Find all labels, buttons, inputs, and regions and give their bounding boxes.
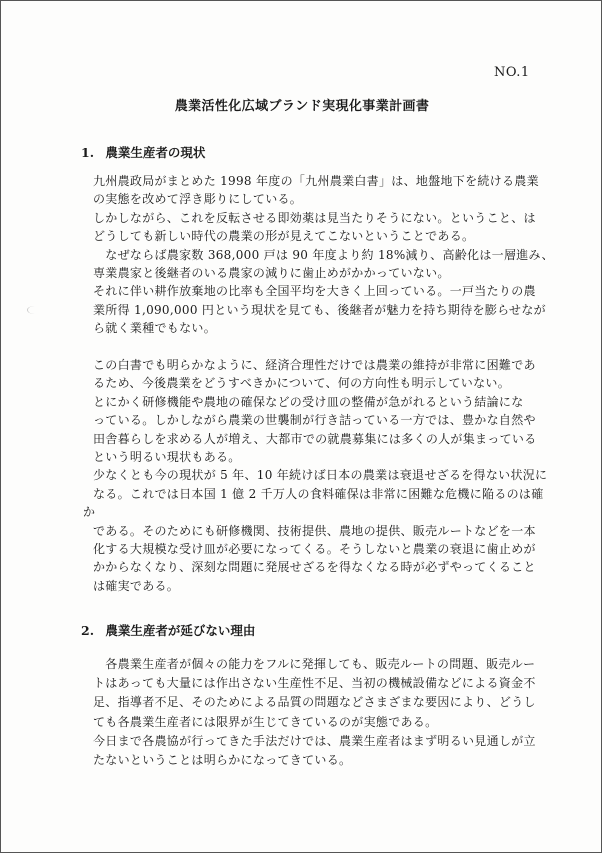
document-title: 農業活性化広域ブランド実現化事業計画書: [174, 99, 430, 114]
section-1-line: とにかく研修機能や農地の確保などの受け皿の整備が急がれるという結論にな: [93, 394, 524, 409]
section-1-line: それに伴い耕作放棄地の比率も全国平均を大きく上回っている。一戸当たりの農: [93, 284, 536, 299]
section-1-line: この白書でも明らかなように、経済合理性だけでは農業の維持が非常に困難であ: [93, 358, 536, 372]
section-1-line: 化する大規模な受け皿が必要になってくる。そうしないと農業の衰退に歯止めが: [93, 542, 536, 556]
section-1-line: 少なくとも今の現状が 5 年、10 年続けば日本の農業は衰退せざるを得ない状況に: [93, 468, 548, 483]
section-1-title: 農業生産者の現状: [105, 145, 206, 160]
section-1-line: なる。これでは日本国 1 億 2 千万人の食料確保は非常に困難な危機に陥るのは確: [93, 486, 544, 501]
section-2-line: トはあっても大量には作出さない生産性不足、当初の機械設備などによる資金不: [93, 676, 536, 691]
section-1-line: どうしても新しい時代の農業の形が見えてこないということである。: [93, 229, 475, 244]
section-1-line: である。そのためにも研修機関、技術提供、農地の提供、販売ルートなどを一本: [93, 523, 536, 538]
section-1-number: 1.: [81, 145, 95, 160]
section-1-line: という明るい現状もある。: [93, 450, 241, 464]
section-1-line: るため、今後農業をどうすべきかについて、何の方向性も明示していない。: [93, 376, 511, 391]
section-1-line: 専業農家と後継者のいる農家の減りに歯止めがかかっていない。: [93, 266, 450, 280]
section-2-line: 各農業生産者が個々の能力をフルに発揮しても、販売ルートの問題、販売ルー: [93, 657, 536, 671]
section-1-line: なぜならば農家数 368,000 戸は 90 年度より約 18%減り、高齢化は一層進み、: [93, 247, 554, 262]
section-2-title: 農業生産者が延びない理由: [105, 623, 256, 638]
section-2-line: たないということは明らかになってきている。: [93, 753, 352, 767]
section-2-line: ても各農業生産者には限界が生じてきているのが実態である。: [93, 714, 438, 729]
section-1-line: の実態を改めて浮き彫りにしている。: [93, 192, 303, 207]
section-2-heading: [81, 621, 255, 639]
section-1-line: か: [83, 505, 96, 520]
section-1-line: しかしながら、これを反転させる即効薬は見当たりそうにない。ということ、は: [93, 210, 536, 225]
section-1-line: 九州農政局がまとめた 1998 年度の「九州農業白書」は、地盤地下を続ける農業: [93, 174, 539, 188]
section-1-line: 田舎暮らしを求める人が増え、大都市での就農募集には多くの人が集まっている: [93, 431, 537, 446]
section-1-line: は確実である。: [93, 578, 180, 593]
section-1-line: 業所得 1,090,000 円という現状を見ても、後継者が魅力を持ち期待を膨らせなが: [93, 302, 546, 317]
section-2-line: 足、指導者不足、そのためによる品質の問題などさまざまな要因により、どうし: [93, 695, 536, 710]
section-1-heading: [81, 143, 205, 161]
section-2-number: 2.: [81, 623, 95, 638]
section-1-line: っている。しかしながら農業の世襲制が行き詰っている一方では、豊かな自然や: [93, 413, 536, 428]
scan-mark: [27, 306, 42, 314]
page-number: NO.1: [494, 65, 530, 80]
section-1-line: かからなくなり、深刻な問題に発展せざるを得なくなる時が必ずやってくること: [93, 560, 536, 575]
section-2-line: 今日まで各農協が行ってきた手法だけでは、農業生産者はまず明るい見通しが立: [93, 733, 536, 748]
section-1-line: ら就く業種でもない。: [93, 321, 217, 336]
